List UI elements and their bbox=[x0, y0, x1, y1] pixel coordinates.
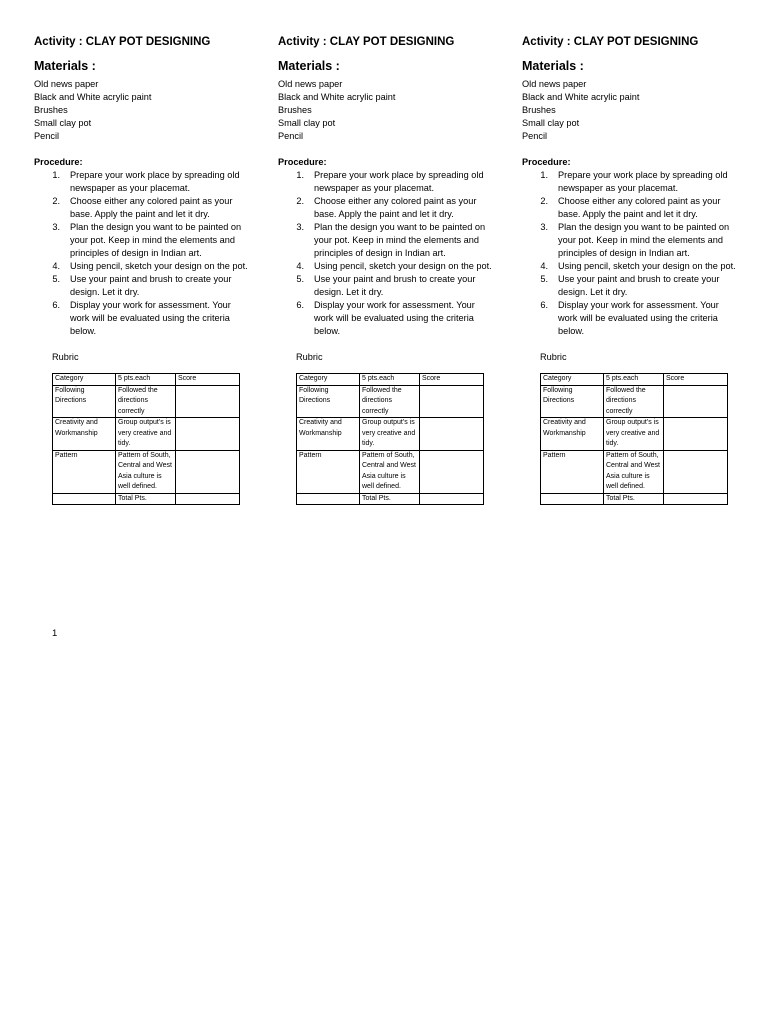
material-item: Small clay pot bbox=[278, 118, 336, 128]
rubric-cell: Pattern bbox=[297, 450, 360, 493]
step-number: 1. bbox=[52, 170, 60, 180]
rubric-row bbox=[53, 450, 240, 493]
step-text: Prepare your work place by spreading old newspaper as your placemat. bbox=[558, 170, 728, 193]
procedure-heading: Procedure: bbox=[522, 157, 571, 167]
rubric-header-row bbox=[297, 374, 484, 386]
activity-column bbox=[34, 36, 249, 505]
rubric-label: Rubric bbox=[52, 352, 79, 362]
material-item: Small clay pot bbox=[522, 118, 580, 128]
rubric-row bbox=[541, 450, 728, 493]
step-text: Plan the design you want to be painted on your pot. Keep in mind the elements and principles of design in Indian art. bbox=[558, 222, 730, 258]
rubric-table bbox=[52, 373, 240, 505]
rubric-cell bbox=[176, 385, 240, 418]
materials-heading: Materials : bbox=[522, 59, 584, 73]
rubric-cell: Group output's is very creative and tidy. bbox=[360, 418, 420, 451]
step-number: 4. bbox=[52, 261, 60, 271]
step-text: Plan the design you want to be painted on your pot. Keep in mind the elements and principles of design in Indian art. bbox=[314, 222, 486, 258]
rubric-header-cell: Score bbox=[176, 374, 240, 386]
step-number: 3. bbox=[540, 222, 548, 232]
step-text: Choose either any colored paint as your base. Apply the paint and let it dry. bbox=[314, 196, 477, 219]
activity-title: Activity : CLAY POT DESIGNING bbox=[278, 36, 455, 48]
procedure-step bbox=[522, 273, 737, 299]
step-text: Using pencil, sketch your design on the pot. bbox=[314, 261, 492, 271]
procedure-step bbox=[34, 195, 249, 221]
rubric-row bbox=[541, 493, 728, 505]
rubric-cell: Following Directions bbox=[53, 385, 116, 418]
rubric-cell bbox=[420, 385, 484, 418]
rubric-table bbox=[540, 373, 728, 505]
rubric-cell bbox=[420, 493, 484, 505]
activity-title: Activity : CLAY POT DESIGNING bbox=[34, 36, 211, 48]
rubric-header-cell: 5 pts.each bbox=[360, 374, 420, 386]
step-text: Using pencil, sketch your design on the pot. bbox=[70, 261, 248, 271]
material-item: Old news paper bbox=[278, 79, 343, 89]
rubric-cell bbox=[420, 450, 484, 493]
rubric-cell: Total Pts. bbox=[116, 493, 176, 505]
step-number: 4. bbox=[296, 261, 304, 271]
procedure-step bbox=[278, 169, 493, 195]
rubric-cell: Following Directions bbox=[297, 385, 360, 418]
rubric-cell bbox=[176, 450, 240, 493]
step-text: Choose either any colored paint as your base. Apply the paint and let it dry. bbox=[70, 196, 233, 219]
material-item: Black and White acrylic paint bbox=[278, 92, 396, 102]
rubric-cell bbox=[53, 493, 116, 505]
material-item: Brushes bbox=[34, 105, 68, 115]
rubric-cell bbox=[176, 418, 240, 451]
rubric-header-cell: Score bbox=[664, 374, 728, 386]
step-text: Use your paint and brush to create your design. Let it dry. bbox=[558, 274, 720, 297]
procedure-step bbox=[34, 273, 249, 299]
material-item: Pencil bbox=[34, 131, 60, 141]
rubric-cell: Creativity and Workmanship bbox=[541, 418, 604, 451]
material-item: Black and White acrylic paint bbox=[34, 92, 152, 102]
rubric-header-cell: Category bbox=[297, 374, 360, 386]
step-number: 2. bbox=[296, 196, 304, 206]
rubric-cell: Total Pts. bbox=[360, 493, 420, 505]
rubric-cell: Group output's is very creative and tidy. bbox=[116, 418, 176, 451]
procedure-step bbox=[34, 221, 249, 260]
rubric-cell bbox=[420, 418, 484, 451]
rubric-cell bbox=[664, 493, 728, 505]
step-number: 4. bbox=[540, 261, 548, 271]
rubric-header-cell: Score bbox=[420, 374, 484, 386]
rubric-cell: Following Directions bbox=[541, 385, 604, 418]
rubric-cell: Creativity and Workmanship bbox=[297, 418, 360, 451]
rubric-cell: Pattern of South, Central and West Asia culture is well defined. bbox=[360, 450, 420, 493]
procedure-step bbox=[522, 195, 737, 221]
procedure-step bbox=[522, 169, 737, 195]
procedure-list bbox=[522, 169, 737, 338]
step-number: 3. bbox=[296, 222, 304, 232]
procedure-list bbox=[34, 169, 249, 338]
rubric-header-cell: Category bbox=[53, 374, 116, 386]
rubric-row bbox=[53, 493, 240, 505]
procedure-step bbox=[278, 221, 493, 260]
rubric-cell bbox=[176, 493, 240, 505]
step-text: Using pencil, sketch your design on the pot. bbox=[558, 261, 736, 271]
procedure-step bbox=[522, 221, 737, 260]
rubric-row bbox=[541, 418, 728, 451]
rubric-label: Rubric bbox=[540, 352, 567, 362]
rubric-row bbox=[297, 385, 484, 418]
procedure-step bbox=[278, 195, 493, 221]
procedure-step bbox=[522, 299, 737, 338]
rubric-cell: Followed the directions correctly bbox=[360, 385, 420, 418]
procedure-step bbox=[278, 299, 493, 338]
rubric-cell: Pattern of South, Central and West Asia culture is well defined. bbox=[604, 450, 664, 493]
step-number: 1. bbox=[296, 170, 304, 180]
rubric-row bbox=[297, 450, 484, 493]
rubric-row bbox=[297, 493, 484, 505]
page-number: 1 bbox=[52, 628, 58, 639]
rubric-cell: Pattern of South, Central and West Asia culture is well defined. bbox=[116, 450, 176, 493]
rubric-header-row bbox=[541, 374, 728, 386]
rubric-cell bbox=[664, 418, 728, 451]
step-text: Display your work for assessment. Your work will be evaluated using the criteria below. bbox=[558, 300, 719, 336]
procedure-list bbox=[278, 169, 493, 338]
rubric-cell: Total Pts. bbox=[604, 493, 664, 505]
rubric-row bbox=[297, 418, 484, 451]
step-text: Prepare your work place by spreading old newspaper as your placemat. bbox=[70, 170, 240, 193]
step-text: Display your work for assessment. Your work will be evaluated using the criteria below. bbox=[70, 300, 231, 336]
rubric-cell: Followed the directions correctly bbox=[116, 385, 176, 418]
rubric-header-row bbox=[53, 374, 240, 386]
procedure-step bbox=[34, 169, 249, 195]
rubric-cell bbox=[664, 450, 728, 493]
material-item: Old news paper bbox=[522, 79, 587, 89]
material-item: Small clay pot bbox=[34, 118, 92, 128]
step-text: Choose either any colored paint as your base. Apply the paint and let it dry. bbox=[558, 196, 721, 219]
rubric-table bbox=[296, 373, 484, 505]
step-number: 6. bbox=[52, 300, 60, 310]
step-number: 6. bbox=[296, 300, 304, 310]
step-number: 1. bbox=[540, 170, 548, 180]
rubric-cell bbox=[541, 493, 604, 505]
procedure-step bbox=[34, 299, 249, 338]
material-item: Brushes bbox=[278, 105, 312, 115]
procedure-step bbox=[34, 260, 249, 273]
step-number: 2. bbox=[52, 196, 60, 206]
procedure-heading: Procedure: bbox=[34, 157, 83, 167]
rubric-cell: Group output's is very creative and tidy. bbox=[604, 418, 664, 451]
step-number: 5. bbox=[52, 274, 60, 284]
procedure-step bbox=[522, 260, 737, 273]
step-text: Use your paint and brush to create your design. Let it dry. bbox=[314, 274, 476, 297]
rubric-header-cell: 5 pts.each bbox=[604, 374, 664, 386]
rubric-cell: Pattern bbox=[541, 450, 604, 493]
material-item: Pencil bbox=[522, 131, 548, 141]
material-item: Brushes bbox=[522, 105, 556, 115]
materials-heading: Materials : bbox=[278, 59, 340, 73]
procedure-step bbox=[278, 273, 493, 299]
rubric-cell bbox=[297, 493, 360, 505]
materials-heading: Materials : bbox=[34, 59, 96, 73]
rubric-row bbox=[541, 385, 728, 418]
rubric-row bbox=[53, 418, 240, 451]
material-item: Pencil bbox=[278, 131, 304, 141]
rubric-label: Rubric bbox=[296, 352, 323, 362]
rubric-cell: Followed the directions correctly bbox=[604, 385, 664, 418]
procedure-step bbox=[278, 260, 493, 273]
rubric-header-cell: Category bbox=[541, 374, 604, 386]
rubric-cell: Pattern bbox=[53, 450, 116, 493]
material-item: Black and White acrylic paint bbox=[522, 92, 640, 102]
procedure-heading: Procedure: bbox=[278, 157, 327, 167]
step-number: 5. bbox=[296, 274, 304, 284]
activity-column bbox=[522, 36, 737, 505]
material-item: Old news paper bbox=[34, 79, 99, 89]
rubric-cell: Creativity and Workmanship bbox=[53, 418, 116, 451]
step-text: Prepare your work place by spreading old newspaper as your placemat. bbox=[314, 170, 484, 193]
step-number: 2. bbox=[540, 196, 548, 206]
rubric-header-cell: 5 pts.each bbox=[116, 374, 176, 386]
step-number: 6. bbox=[540, 300, 548, 310]
activity-column bbox=[278, 36, 493, 505]
rubric-cell bbox=[664, 385, 728, 418]
step-text: Use your paint and brush to create your design. Let it dry. bbox=[70, 274, 232, 297]
step-text: Plan the design you want to be painted on your pot. Keep in mind the elements and principles of design in Indian art. bbox=[70, 222, 242, 258]
rubric-row bbox=[53, 385, 240, 418]
step-number: 5. bbox=[540, 274, 548, 284]
activity-title: Activity : CLAY POT DESIGNING bbox=[522, 36, 699, 48]
step-number: 3. bbox=[52, 222, 60, 232]
step-text: Display your work for assessment. Your work will be evaluated using the criteria below. bbox=[314, 300, 475, 336]
